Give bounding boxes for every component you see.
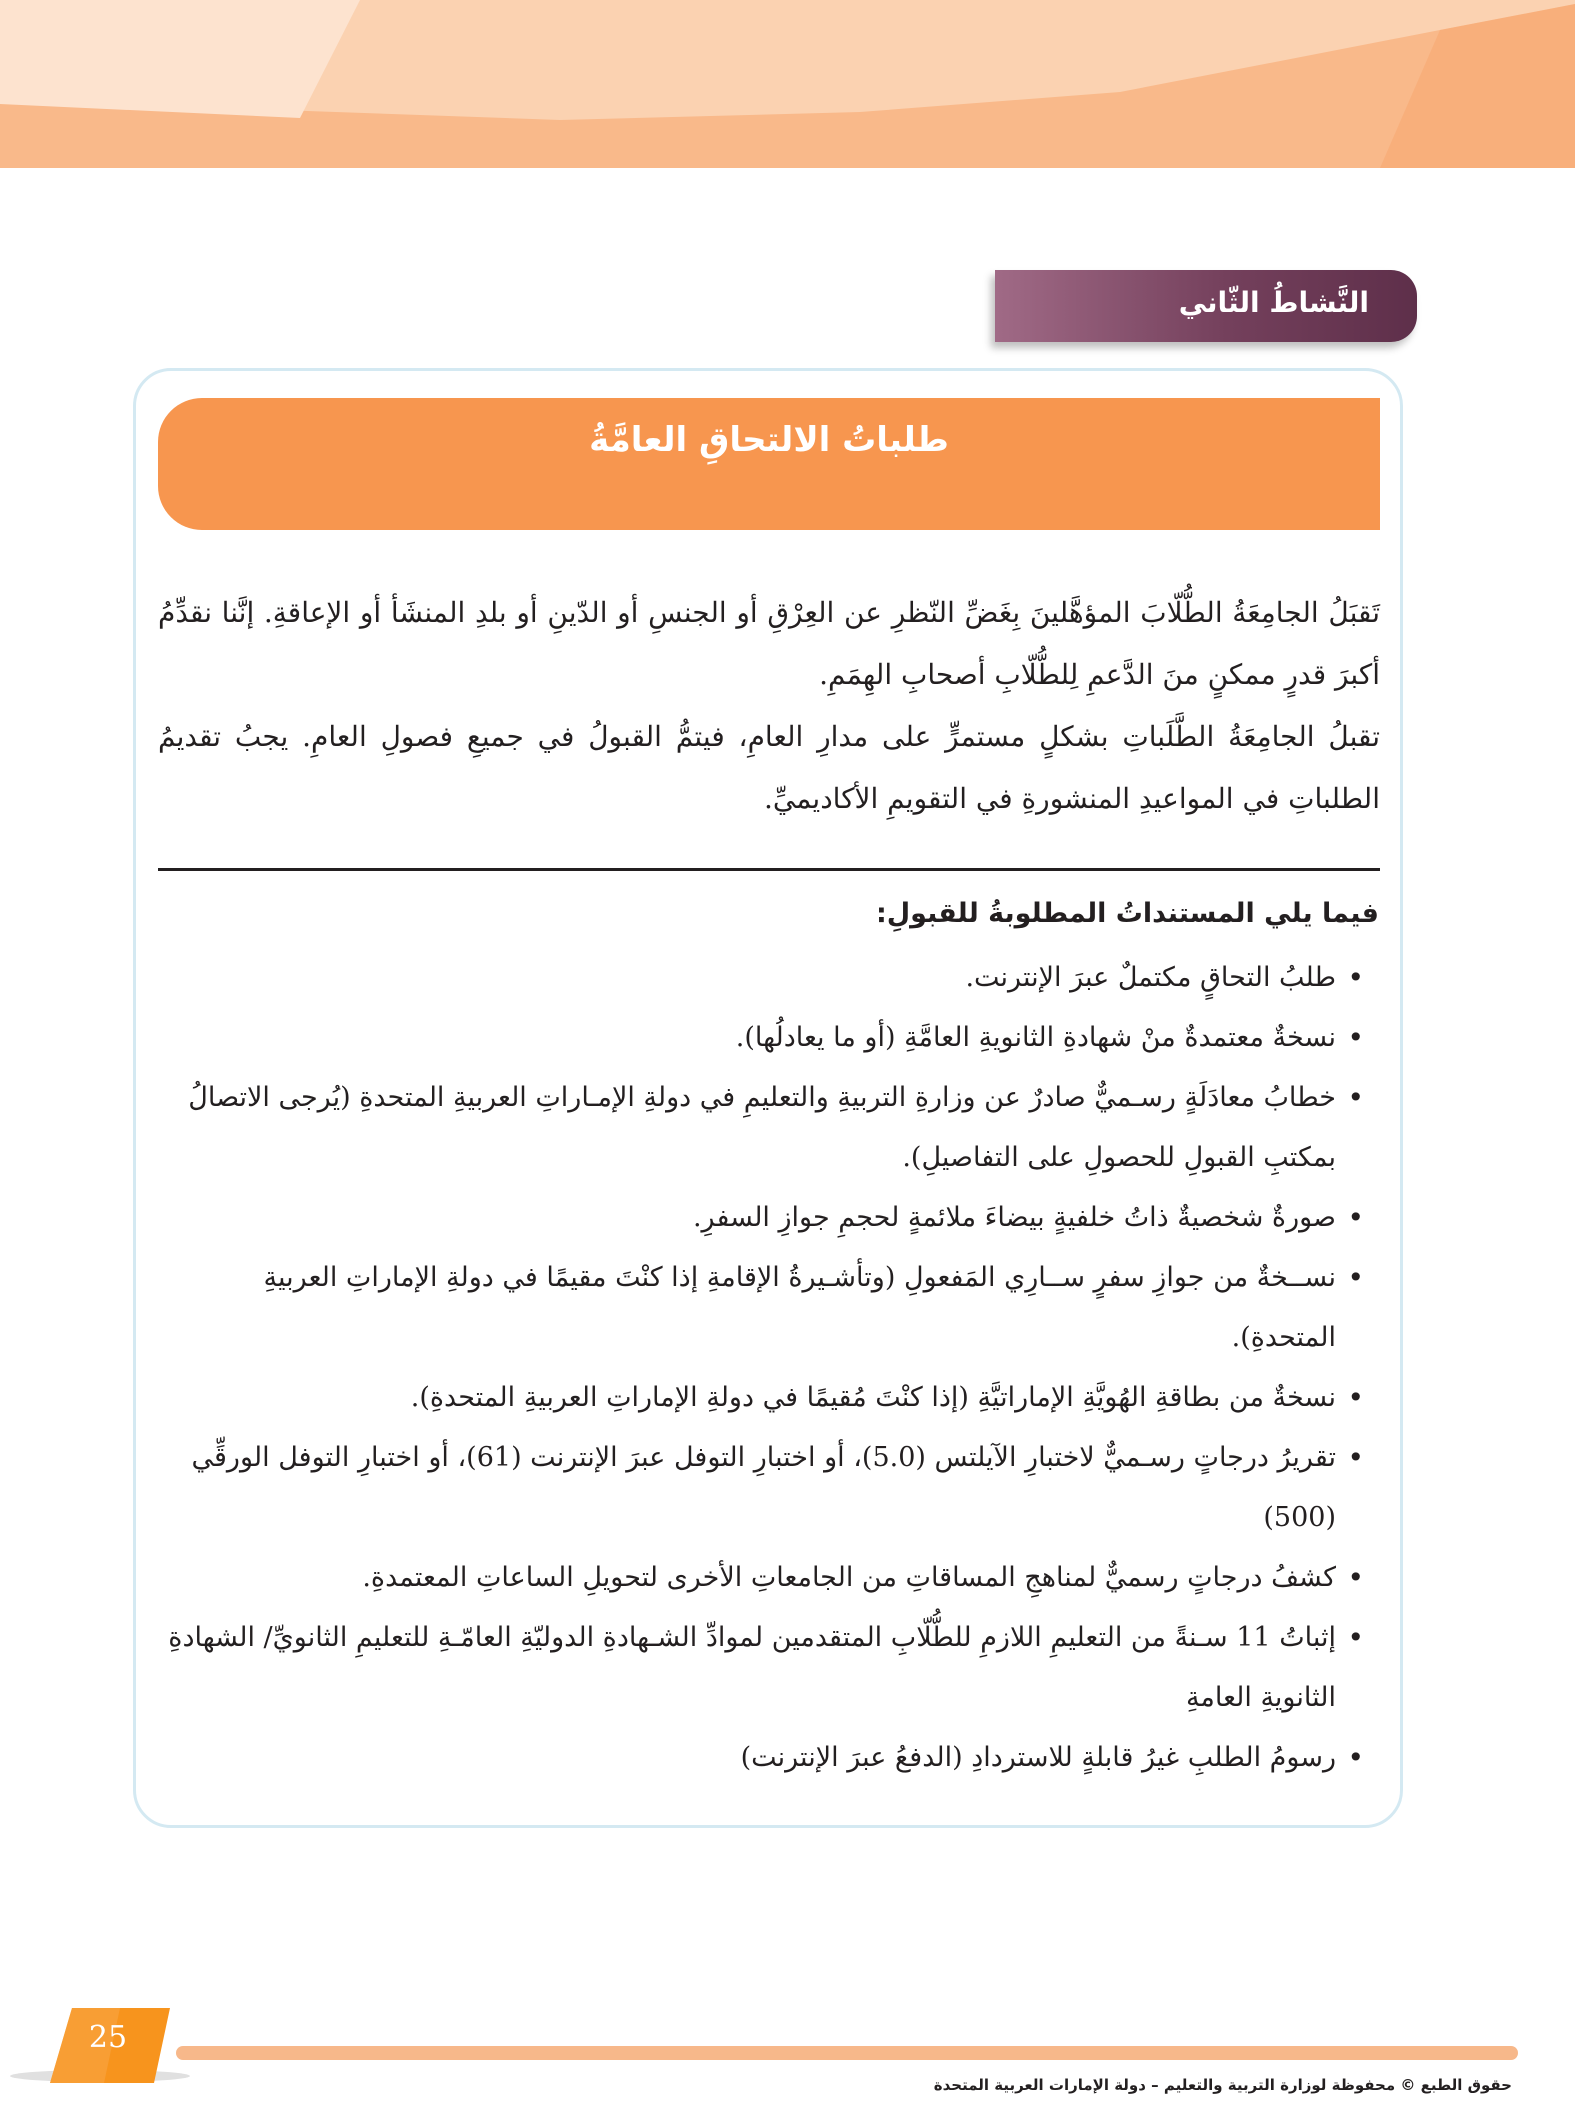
footer-bar bbox=[176, 2046, 1518, 2060]
requirements-heading: فيما يلي المستنداتُ المطلوبةُ للقبولِ: bbox=[875, 898, 1379, 929]
requirements-list bbox=[158, 948, 1380, 1788]
intro-paragraph: تقبلُ الجامِعَةُ الطَّلَباتِ بشكلٍ مستمرٍّ على مدارِ العامِ، فيتمُّ القبولُ في جميعِ فصولِ العامِ. يجبُ تقديمُ الطلباتِ في المواعيدِ المنشورةِ في التقويمِ الأكاديميِّ. bbox=[158, 720, 1380, 815]
section-divider bbox=[158, 868, 1380, 871]
requirement-item: • نســخةٌ من جوازِ سفرٍ ســارِي المَفعولِ (وتأشـيرةُ الإقامةِ إذا كنْتَ مقيمًا في دولةِ الإماراتِ العربيةِ المتحدةِ). bbox=[158, 1248, 1354, 1368]
requirement-item: • صورةٌ شخصيةٌ ذاتُ خلفيةٍ بيضاءَ ملائمةٍ لحجمِ جوازِ السفرِ. bbox=[158, 1188, 1354, 1248]
requirement-item: • كشفُ درجاتٍ رسميٌّ لمناهجِ المساقاتِ من الجامعاتِ الأخرى لتحويلِ الساعاتِ المعتمدةِ. bbox=[158, 1548, 1354, 1608]
intro-text bbox=[158, 582, 1380, 830]
requirement-item: • إثباتُ 11 سـنةً من التعليمِ اللازمِ للطُّلّابِ المتقدمين لموادِّ الشـهادةِ الدوليّةِ العامّـةِ للتعليمِ الثانويِّ/ الشهادةِ الثانويةِ العامةِ bbox=[158, 1608, 1354, 1728]
requirement-item: • خطابُ معادَلَةٍ رسـميٌّ صادرٌ عن وزارةِ التربيةِ والتعليمِ في دولةِ الإمـاراتِ العربيةِ المتحدةِ (يُرجى الاتصالُ بمكتبِ القبولِ للحصولِ على التفاصيلِ). bbox=[158, 1068, 1354, 1188]
card-header bbox=[158, 398, 1380, 530]
requirement-item: • نسخةٌ من بطاقةِ الهُويَّةِ الإماراتيَّةِ (إذا كنْتَ مُقيمًا في دولةِ الإماراتِ العربيةِ المتحدةِ). bbox=[158, 1368, 1354, 1428]
activity-label: النَّشاطُ الثّاني bbox=[1178, 286, 1369, 319]
activity-tab bbox=[995, 270, 1417, 342]
intro-paragraph: تَقبَلُ الجامِعَةُ الطُّلّابَ المؤهَّلينَ بِغَضِّ النّظرِ عن العِرْقِ أو الجنسِ أو الدّينِ أو بلدِ المنشَأ أو الإعاقةِ. إنَّنا نقدِّمُ أكبرَ قدرٍ ممكنٍ منَ الدَّعمِ لِلطُّلّابِ أصحابِ الهِمَمِ. bbox=[158, 596, 1380, 691]
requirement-item: • تقريرُ درجاتٍ رسـميٌّ لاختبارِ الآيلتس (5.0)، أو اختبارِ التوفل عبرَ الإنترنت (61)، أو اختبارِ التوفل الورقِّي (500) bbox=[158, 1428, 1354, 1548]
copyright-text: حقوق الطبع © محفوظة لوزارة التربية والتعليم – دولة الإمارات العربية المتحدة bbox=[933, 2076, 1512, 2094]
requirement-item: • نسخةٌ معتمدةٌ منْ شهادةِ الثانويةِ العامَّةِ (أو ما يعادلُها). bbox=[158, 1008, 1354, 1068]
card-title: طلباتُ الالتحاقِ العامَّةُ bbox=[589, 420, 949, 460]
page-number: 25 bbox=[88, 2020, 128, 2055]
requirement-item: • طلبُ التحاقٍ مكتملٌ عبرَ الإنترنت. bbox=[158, 948, 1354, 1008]
requirement-item: • رسومُ الطلبِ غيرُ قابلةٍ للاستردادِ (الدفعُ عبرَ الإنترنت) bbox=[158, 1728, 1354, 1788]
top-banner bbox=[0, 0, 1575, 168]
